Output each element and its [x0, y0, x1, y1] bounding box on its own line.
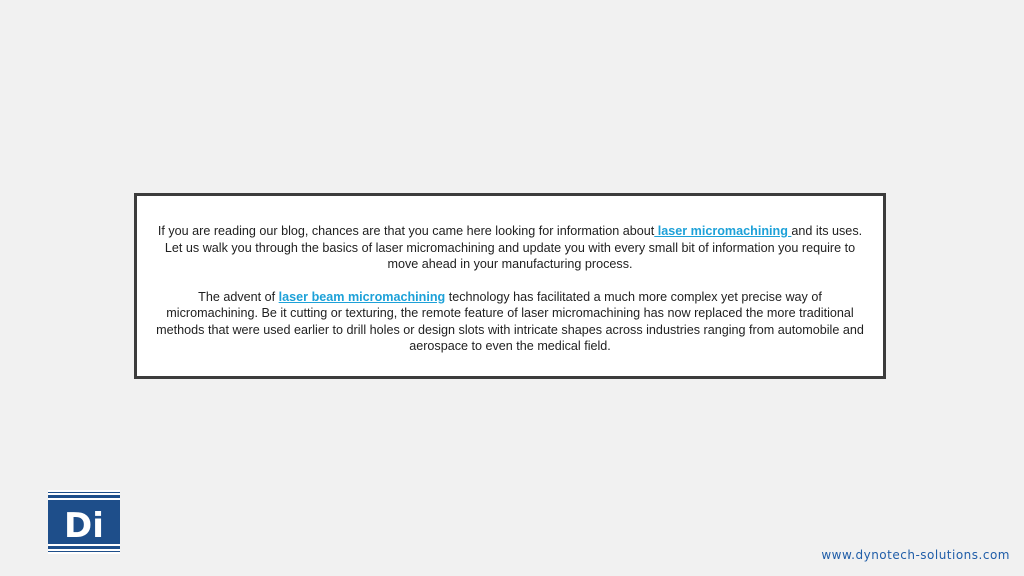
paragraph-2-text-after: technology has facilitated a much more complex yet precise way of micromachining. Be it cutting or texturing, the remote feature of laser micromachining has now replaced the more traditional methods that were used earlier to drill holes or design slots with intricate shapes across industries ranging from automobile and aerospace to even the medical field.	[156, 289, 864, 353]
logo-text: Di	[64, 506, 104, 546]
paragraph-2-text-before: The advent of	[198, 289, 279, 304]
paragraph-1-text-after: and its uses. Let us walk you through the basics of laser micromachining and update you with every small bit of information you require to move ahead in your manufacturing process.	[164, 224, 863, 271]
laser-beam-micromachining-link[interactable]: laser beam micromachining	[278, 289, 446, 304]
content-box	[134, 193, 886, 379]
company-logo	[48, 490, 120, 554]
website-url[interactable]: www.dynotech-solutions.com	[821, 548, 1010, 562]
paragraph-1-text-before: If you are reading our blog, chances are that you came here looking for information about	[157, 224, 655, 238]
paragraph-1	[153, 223, 867, 273]
laser-micromachining-link[interactable]: laser micromachining	[654, 224, 792, 238]
company-logo-icon	[48, 490, 120, 554]
paragraph-2	[153, 289, 867, 355]
